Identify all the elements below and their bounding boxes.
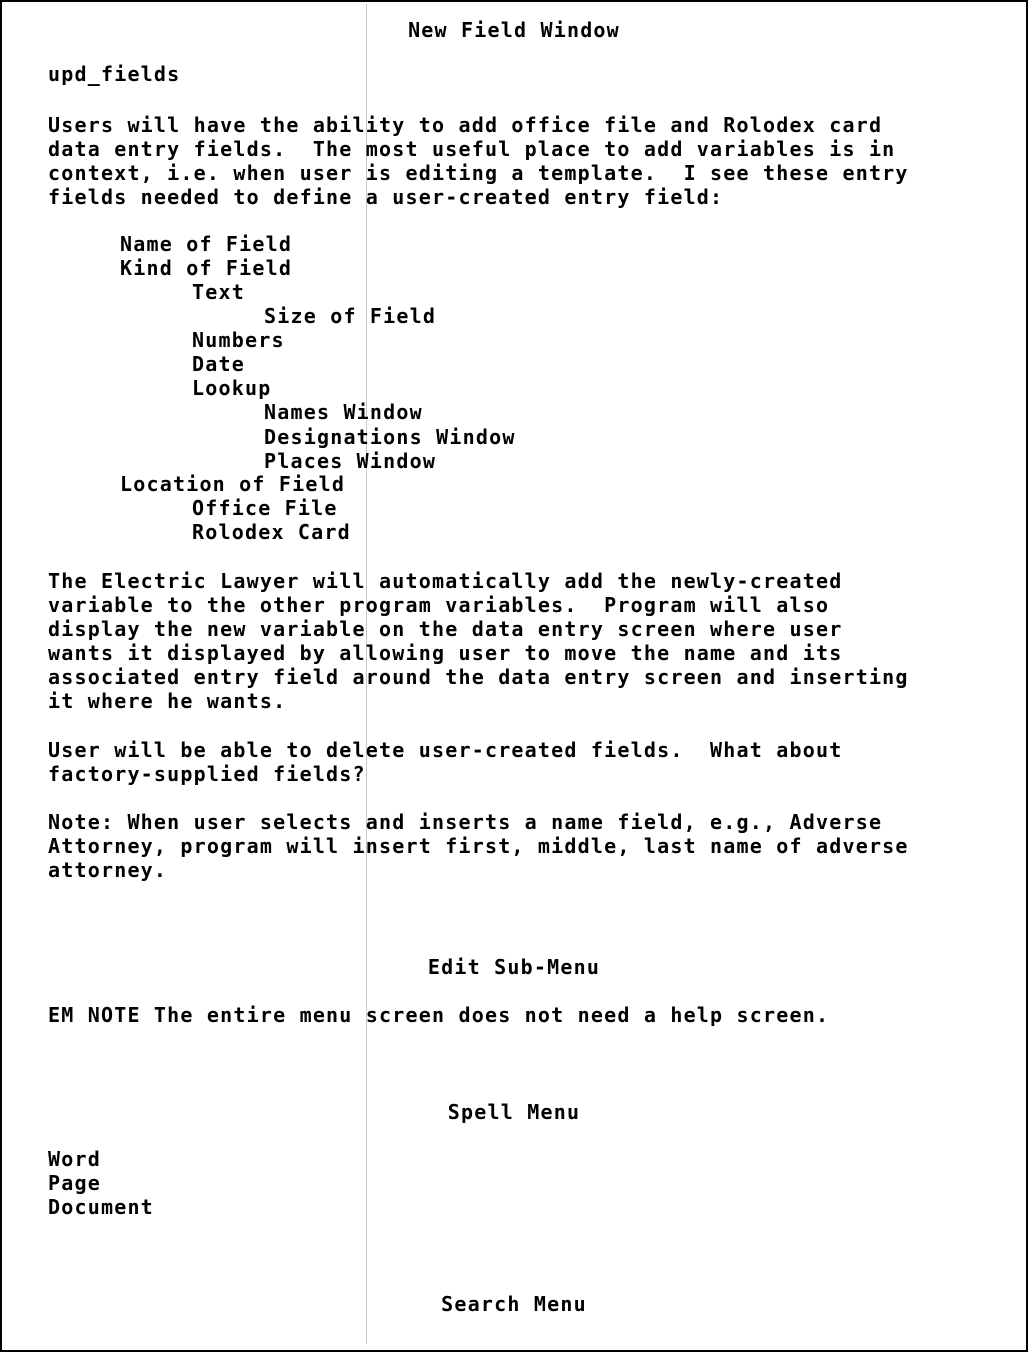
- page-title: New Field Window: [408, 18, 620, 42]
- note-line: Note: When user selects and inserts a name field, e.g., Adverse: [48, 810, 883, 834]
- outline-item-size-of-field: Size of Field: [264, 304, 437, 328]
- function-name: upd_fields: [48, 62, 181, 86]
- edit-submenu-heading: Edit Sub-Menu: [427, 955, 601, 979]
- outline-item-rolodex-card: Rolodex Card: [192, 520, 351, 544]
- spell-item-document: Document: [48, 1195, 154, 1219]
- outline-item-places-window: Places Window: [264, 449, 437, 473]
- delete-fields-line: User will be able to delete user-created fields. What about: [48, 738, 843, 762]
- outline-item-numbers: Numbers: [192, 328, 285, 352]
- outline-item-location-of-field: Location of Field: [120, 472, 346, 496]
- outline-item-name-of-field: Name of Field: [120, 232, 293, 256]
- outline-item-kind-of-field: Kind of Field: [120, 256, 293, 280]
- outline-item-names-window: Names Window: [264, 400, 423, 424]
- outline-item-designations-window: Designations Window: [264, 425, 516, 449]
- em-note: EM NOTE The entire menu screen does not need a help screen.: [48, 1003, 830, 1027]
- outline-item-office-file: Office File: [192, 496, 338, 520]
- auto-add-line: associated entry field around the data entry screen and inserting: [48, 665, 909, 689]
- outline-item-lookup: Lookup: [192, 376, 272, 400]
- intro-line: Users will have the ability to add office file and Rolodex card: [48, 113, 883, 137]
- auto-add-line: it where he wants.: [48, 689, 287, 713]
- search-menu-heading: Search Menu: [441, 1292, 587, 1316]
- auto-add-line: The Electric Lawyer will automatically add the newly-created: [48, 569, 843, 593]
- spell-item-page: Page: [48, 1171, 101, 1195]
- spell-item-word: Word: [48, 1147, 101, 1171]
- delete-fields-line: factory-supplied fields?: [48, 762, 366, 786]
- auto-add-line: display the new variable on the data entry screen where user: [48, 617, 843, 641]
- auto-add-line: variable to the other program variables. Program will also: [48, 593, 830, 617]
- note-line: Attorney, program will insert first, middle, last name of adverse: [48, 834, 909, 858]
- note-line: attorney.: [48, 858, 168, 882]
- intro-line: data entry fields. The most useful place to add variables is in: [48, 137, 896, 161]
- outline-item-text: Text: [192, 280, 245, 304]
- outline-item-date: Date: [192, 352, 245, 376]
- spell-menu-heading: Spell Menu: [447, 1100, 581, 1124]
- intro-line: context, i.e. when user is editing a template. I see these entry: [48, 161, 909, 185]
- auto-add-line: wants it displayed by allowing user to move the name and its: [48, 641, 843, 665]
- intro-line: fields needed to define a user-created entry field:: [48, 185, 724, 209]
